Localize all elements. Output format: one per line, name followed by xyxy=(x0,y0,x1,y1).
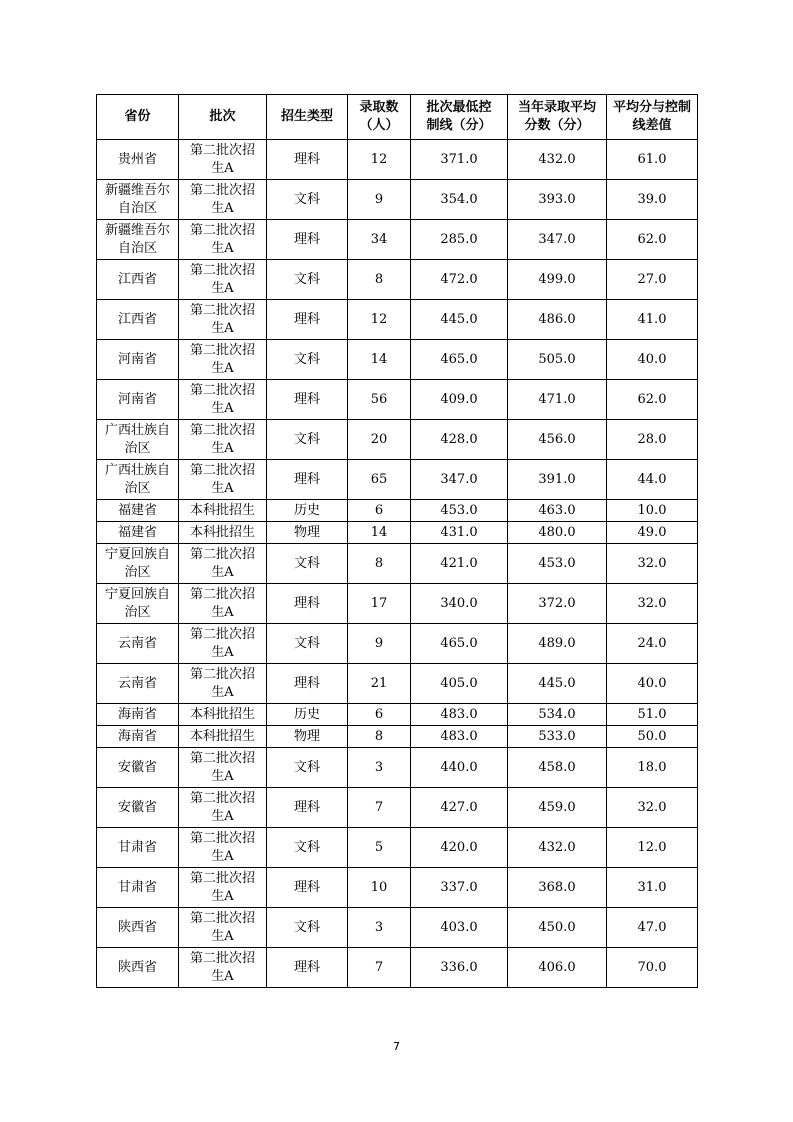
batch-cell: 第二批次招生A xyxy=(179,340,267,380)
province-cell: 甘肃省 xyxy=(97,828,179,868)
type-cell: 历史 xyxy=(267,500,348,522)
table-row xyxy=(97,828,698,868)
count-cell: 3 xyxy=(348,748,411,788)
count-cell: 65 xyxy=(348,460,411,500)
province-cell: 福建省 xyxy=(97,500,179,522)
batch-cell: 本科批招生 xyxy=(179,704,267,726)
table-row xyxy=(97,522,698,544)
min-line-cell: 427.0 xyxy=(411,788,508,828)
min-line-cell: 483.0 xyxy=(411,704,508,726)
province-cell: 福建省 xyxy=(97,522,179,544)
diff-cell: 24.0 xyxy=(607,624,698,664)
count-cell: 56 xyxy=(348,380,411,420)
min-line-cell: 445.0 xyxy=(411,300,508,340)
batch-cell: 第二批次招生A xyxy=(179,624,267,664)
type-cell: 文科 xyxy=(267,748,348,788)
province-cell: 广西壮族自治区 xyxy=(97,460,179,500)
type-cell: 理科 xyxy=(267,460,348,500)
avg-cell: 471.0 xyxy=(508,380,607,420)
type-cell: 文科 xyxy=(267,624,348,664)
avg-cell: 480.0 xyxy=(508,522,607,544)
diff-cell: 12.0 xyxy=(607,828,698,868)
type-cell: 文科 xyxy=(267,908,348,948)
province-cell: 宁夏回族自治区 xyxy=(97,544,179,584)
province-cell: 江西省 xyxy=(97,300,179,340)
province-cell: 贵州省 xyxy=(97,140,179,180)
min-line-cell: 440.0 xyxy=(411,748,508,788)
header-diff: 平均分与控制线差值 xyxy=(607,95,698,140)
avg-cell: 432.0 xyxy=(508,828,607,868)
header-batch: 批次 xyxy=(179,95,267,140)
avg-cell: 453.0 xyxy=(508,544,607,584)
batch-cell: 第二批次招生A xyxy=(179,140,267,180)
diff-cell: 62.0 xyxy=(607,220,698,260)
batch-cell: 本科批招生 xyxy=(179,522,267,544)
province-cell: 河南省 xyxy=(97,380,179,420)
diff-cell: 47.0 xyxy=(607,908,698,948)
count-cell: 14 xyxy=(348,340,411,380)
avg-cell: 458.0 xyxy=(508,748,607,788)
batch-cell: 第二批次招生A xyxy=(179,544,267,584)
batch-cell: 本科批招生 xyxy=(179,726,267,748)
header-min-line: 批次最低控制线（分） xyxy=(411,95,508,140)
count-cell: 17 xyxy=(348,584,411,624)
avg-cell: 499.0 xyxy=(508,260,607,300)
table-row xyxy=(97,340,698,380)
count-cell: 6 xyxy=(348,704,411,726)
min-line-cell: 428.0 xyxy=(411,420,508,460)
diff-cell: 32.0 xyxy=(607,788,698,828)
avg-cell: 450.0 xyxy=(508,908,607,948)
min-line-cell: 347.0 xyxy=(411,460,508,500)
min-line-cell: 421.0 xyxy=(411,544,508,584)
avg-cell: 406.0 xyxy=(508,948,607,988)
type-cell: 文科 xyxy=(267,260,348,300)
table-body xyxy=(97,140,698,988)
province-cell: 新疆维吾尔自治区 xyxy=(97,220,179,260)
type-cell: 文科 xyxy=(267,340,348,380)
count-cell: 8 xyxy=(348,726,411,748)
avg-cell: 486.0 xyxy=(508,300,607,340)
avg-cell: 393.0 xyxy=(508,180,607,220)
type-cell: 理科 xyxy=(267,664,348,704)
batch-cell: 第二批次招生A xyxy=(179,664,267,704)
type-cell: 历史 xyxy=(267,704,348,726)
type-cell: 理科 xyxy=(267,140,348,180)
batch-cell: 第二批次招生A xyxy=(179,420,267,460)
diff-cell: 40.0 xyxy=(607,664,698,704)
count-cell: 14 xyxy=(348,522,411,544)
province-cell: 江西省 xyxy=(97,260,179,300)
table-row xyxy=(97,220,698,260)
type-cell: 物理 xyxy=(267,726,348,748)
table-row xyxy=(97,544,698,584)
table-row xyxy=(97,500,698,522)
table-row xyxy=(97,460,698,500)
min-line-cell: 465.0 xyxy=(411,340,508,380)
province-cell: 云南省 xyxy=(97,624,179,664)
province-cell: 云南省 xyxy=(97,664,179,704)
min-line-cell: 371.0 xyxy=(411,140,508,180)
count-cell: 20 xyxy=(348,420,411,460)
count-cell: 6 xyxy=(348,500,411,522)
province-cell: 海南省 xyxy=(97,726,179,748)
diff-cell: 31.0 xyxy=(607,868,698,908)
type-cell: 理科 xyxy=(267,788,348,828)
min-line-cell: 453.0 xyxy=(411,500,508,522)
type-cell: 理科 xyxy=(267,868,348,908)
type-cell: 理科 xyxy=(267,220,348,260)
diff-cell: 70.0 xyxy=(607,948,698,988)
min-line-cell: 285.0 xyxy=(411,220,508,260)
table-row xyxy=(97,300,698,340)
batch-cell: 第二批次招生A xyxy=(179,948,267,988)
avg-cell: 445.0 xyxy=(508,664,607,704)
table-row xyxy=(97,380,698,420)
avg-cell: 533.0 xyxy=(508,726,607,748)
diff-cell: 39.0 xyxy=(607,180,698,220)
type-cell: 理科 xyxy=(267,380,348,420)
type-cell: 物理 xyxy=(267,522,348,544)
avg-cell: 391.0 xyxy=(508,460,607,500)
admission-table xyxy=(96,94,698,988)
batch-cell: 第二批次招生A xyxy=(179,380,267,420)
count-cell: 34 xyxy=(348,220,411,260)
batch-cell: 第二批次招生A xyxy=(179,300,267,340)
table-row xyxy=(97,420,698,460)
count-cell: 21 xyxy=(348,664,411,704)
avg-cell: 505.0 xyxy=(508,340,607,380)
page-number: 7 xyxy=(393,1040,400,1053)
batch-cell: 第二批次招生A xyxy=(179,260,267,300)
batch-cell: 第二批次招生A xyxy=(179,180,267,220)
diff-cell: 51.0 xyxy=(607,704,698,726)
diff-cell: 49.0 xyxy=(607,522,698,544)
diff-cell: 18.0 xyxy=(607,748,698,788)
avg-cell: 459.0 xyxy=(508,788,607,828)
type-cell: 理科 xyxy=(267,948,348,988)
count-cell: 12 xyxy=(348,140,411,180)
min-line-cell: 337.0 xyxy=(411,868,508,908)
min-line-cell: 420.0 xyxy=(411,828,508,868)
table-row xyxy=(97,704,698,726)
avg-cell: 347.0 xyxy=(508,220,607,260)
table-row xyxy=(97,748,698,788)
table-row xyxy=(97,908,698,948)
batch-cell: 第二批次招生A xyxy=(179,908,267,948)
table-row xyxy=(97,140,698,180)
province-cell: 新疆维吾尔自治区 xyxy=(97,180,179,220)
min-line-cell: 483.0 xyxy=(411,726,508,748)
count-cell: 8 xyxy=(348,544,411,584)
table-row xyxy=(97,260,698,300)
count-cell: 5 xyxy=(348,828,411,868)
province-cell: 宁夏回族自治区 xyxy=(97,584,179,624)
min-line-cell: 354.0 xyxy=(411,180,508,220)
type-cell: 理科 xyxy=(267,300,348,340)
header-avg: 当年录取平均分数（分） xyxy=(508,95,607,140)
min-line-cell: 403.0 xyxy=(411,908,508,948)
avg-cell: 489.0 xyxy=(508,624,607,664)
table-row xyxy=(97,868,698,908)
batch-cell: 第二批次招生A xyxy=(179,788,267,828)
avg-cell: 456.0 xyxy=(508,420,607,460)
diff-cell: 32.0 xyxy=(607,584,698,624)
province-cell: 甘肃省 xyxy=(97,868,179,908)
batch-cell: 第二批次招生A xyxy=(179,748,267,788)
type-cell: 文科 xyxy=(267,180,348,220)
type-cell: 文科 xyxy=(267,828,348,868)
table-row xyxy=(97,664,698,704)
diff-cell: 61.0 xyxy=(607,140,698,180)
batch-cell: 第二批次招生A xyxy=(179,584,267,624)
table-row xyxy=(97,180,698,220)
diff-cell: 62.0 xyxy=(607,380,698,420)
table-row xyxy=(97,726,698,748)
province-cell: 安徽省 xyxy=(97,748,179,788)
header-province: 省份 xyxy=(97,95,179,140)
province-cell: 安徽省 xyxy=(97,788,179,828)
header-type: 招生类型 xyxy=(267,95,348,140)
province-cell: 陕西省 xyxy=(97,948,179,988)
province-cell: 广西壮族自治区 xyxy=(97,420,179,460)
diff-cell: 40.0 xyxy=(607,340,698,380)
header-count: 录取数（人） xyxy=(348,95,411,140)
avg-cell: 534.0 xyxy=(508,704,607,726)
batch-cell: 第二批次招生A xyxy=(179,868,267,908)
batch-cell: 第二批次招生A xyxy=(179,220,267,260)
diff-cell: 41.0 xyxy=(607,300,698,340)
avg-cell: 372.0 xyxy=(508,584,607,624)
count-cell: 7 xyxy=(348,948,411,988)
diff-cell: 28.0 xyxy=(607,420,698,460)
batch-cell: 本科批招生 xyxy=(179,500,267,522)
avg-cell: 463.0 xyxy=(508,500,607,522)
avg-cell: 432.0 xyxy=(508,140,607,180)
diff-cell: 32.0 xyxy=(607,544,698,584)
count-cell: 9 xyxy=(348,180,411,220)
avg-cell: 368.0 xyxy=(508,868,607,908)
diff-cell: 27.0 xyxy=(607,260,698,300)
min-line-cell: 465.0 xyxy=(411,624,508,664)
min-line-cell: 405.0 xyxy=(411,664,508,704)
province-cell: 海南省 xyxy=(97,704,179,726)
type-cell: 文科 xyxy=(267,544,348,584)
table-header-row xyxy=(97,95,698,140)
count-cell: 7 xyxy=(348,788,411,828)
table-row xyxy=(97,584,698,624)
type-cell: 文科 xyxy=(267,420,348,460)
table-row xyxy=(97,788,698,828)
diff-cell: 44.0 xyxy=(607,460,698,500)
table-row xyxy=(97,948,698,988)
min-line-cell: 336.0 xyxy=(411,948,508,988)
type-cell: 理科 xyxy=(267,584,348,624)
table-row xyxy=(97,624,698,664)
province-cell: 河南省 xyxy=(97,340,179,380)
count-cell: 3 xyxy=(348,908,411,948)
batch-cell: 第二批次招生A xyxy=(179,828,267,868)
count-cell: 8 xyxy=(348,260,411,300)
batch-cell: 第二批次招生A xyxy=(179,460,267,500)
count-cell: 10 xyxy=(348,868,411,908)
province-cell: 陕西省 xyxy=(97,908,179,948)
count-cell: 9 xyxy=(348,624,411,664)
min-line-cell: 409.0 xyxy=(411,380,508,420)
diff-cell: 50.0 xyxy=(607,726,698,748)
min-line-cell: 472.0 xyxy=(411,260,508,300)
diff-cell: 10.0 xyxy=(607,500,698,522)
min-line-cell: 340.0 xyxy=(411,584,508,624)
min-line-cell: 431.0 xyxy=(411,522,508,544)
count-cell: 12 xyxy=(348,300,411,340)
